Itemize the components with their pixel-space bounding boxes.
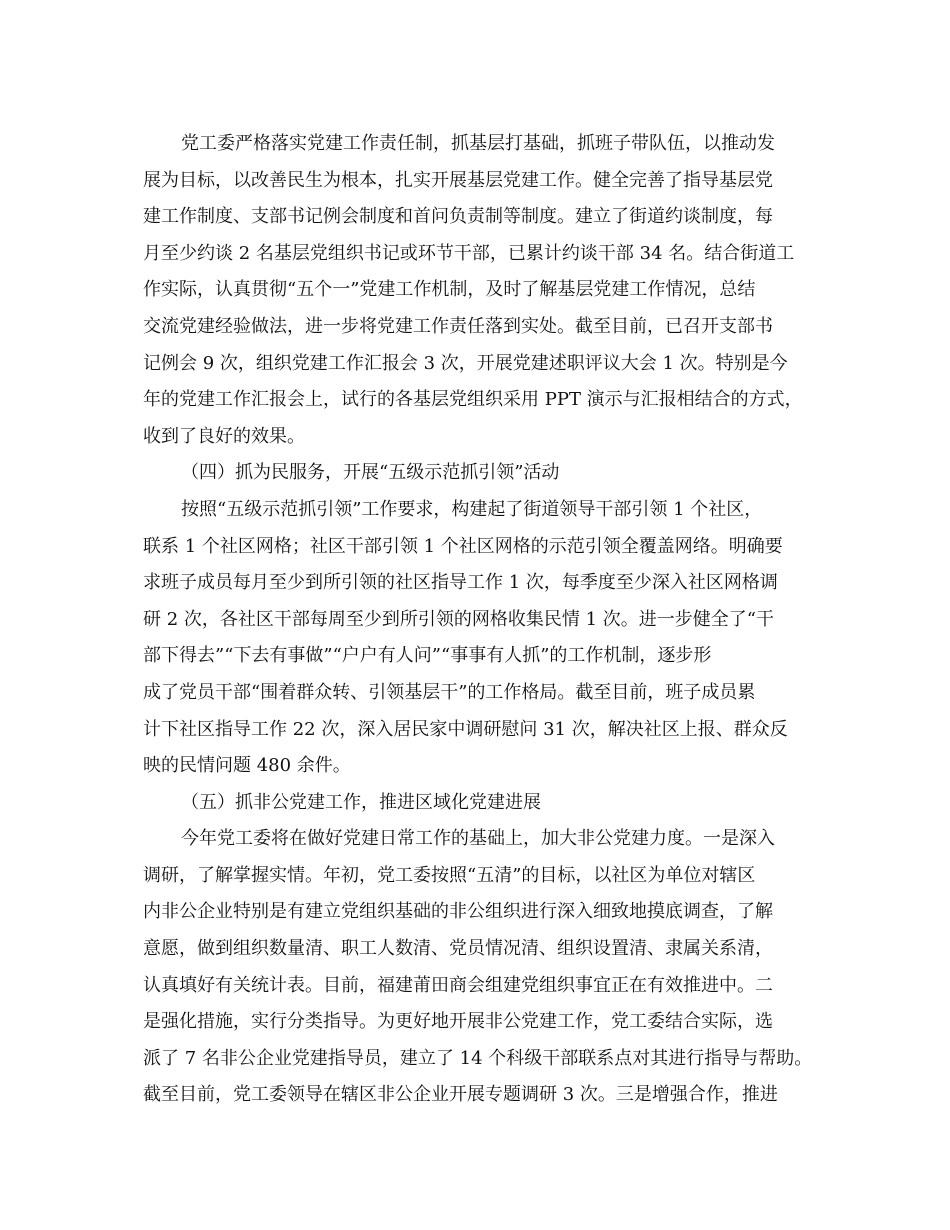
paragraph-line: 建工作制度、支部书记例会制度和首问负责制等制度。建立了街道约谈制度，每 [143, 206, 773, 228]
paragraph-line: 记例会 9 次，组织党建工作汇报会 3 次，开展党建述职评议大会 1 次。特别是今 [143, 352, 788, 374]
paragraph-line: 年的党建工作汇报会上，试行的各基层党组织采用 PPT 演示与汇报相结合的方式， [143, 389, 803, 411]
paragraph-line: 收到了良好的效果。 [143, 425, 305, 447]
paragraph-line: 党工委严格落实党建工作责任制，抓基层打基础，抓班子带队伍，以推动发 [181, 133, 775, 154]
paragraph-line: 计下社区指导工作 22 次，深入居民家中调研慰问 31 次，解决社区上报、群众反 [143, 718, 788, 740]
paragraph-line: 调研，了解掌握实情。年初，党工委按照“五清”的目标，以社区为单位对辖区 [143, 864, 756, 886]
paragraph-line: 联系 1 个社区网格；社区干部引领 1 个社区网格的示范引领全覆盖网络。明确要 [143, 535, 783, 557]
section-heading: （五）抓非公党建工作，推进区域化党建进展 [181, 791, 541, 813]
paragraph-line: 作实际，认真贯彻“五个一”党建工作机制，及时了解基层党建工作情况，总结 [143, 279, 756, 301]
paragraph-line: 展为目标，以改善民生为根本，扎实开展基层党建工作。健全完善了指导基层党 [143, 169, 773, 191]
paragraph-line: 交流党建经验做法，进一步将党建工作责任落到实处。截至目前，已召开支部书 [143, 315, 773, 337]
paragraph-line: 按照“五级示范抓引领”工作要求，构建起了街道领导干部引领 1 个社区， [181, 498, 763, 520]
paragraph-line: 部下得去”“下去有事做”“户户有人问”“事事有人抓”的工作机制，逐步形 [143, 645, 712, 667]
paragraph-line: 研 2 次，各社区干部每周至少到所引领的网格收集民情 1 次。进一步健全了“干 [143, 608, 774, 630]
paragraph-line: 月至少约谈 2 名基层党组织书记或环节干部，已累计约谈干部 34 名。结合街道工 [143, 242, 795, 264]
document-body [143, 126, 818, 1114]
paragraph-line: 今年党工委将在做好党建日常工作的基础上，加大非公党建力度。一是深入 [181, 828, 775, 850]
paragraph-line: 内非公企业特别是有建立党组织基础的非公组织进行深入细致地摸底调查，了解 [143, 901, 773, 923]
paragraph-line: 截至目前，党工委领导在辖区非公企业开展专题调研 3 次。三是增强合作，推进 [143, 1084, 778, 1106]
paragraph-line: 派了 7 名非公企业党建指导员，建立了 14 个科级干部联系点对其进行指导与帮助。 [143, 1047, 813, 1069]
paragraph-line: 映的民情问题 480 余件。 [143, 755, 351, 777]
paragraph-line: 求班子成员每月至少到所引领的社区指导工作 1 次，每季度至少深入社区网格调 [143, 572, 778, 594]
paragraph-line: 意愿，做到组织数量清、职工人数清、党员情况清、组织设置清、隶属关系清， [143, 938, 773, 960]
paragraph-line: 认真填好有关统计表。目前，福建莆田商会组建党组织事宜正在有效推进中。二 [143, 974, 773, 996]
paragraph-line: 是强化措施，实行分类指导。为更好地开展非公党建工作，党工委结合实际，选 [143, 1011, 773, 1033]
section-heading: （四）抓为民服务，开展“五级示范抓引领”活动 [181, 462, 560, 484]
paragraph-line: 成了党员干部“围着群众转、引领基层干”的工作格局。截至目前，班子成员累 [143, 681, 756, 703]
